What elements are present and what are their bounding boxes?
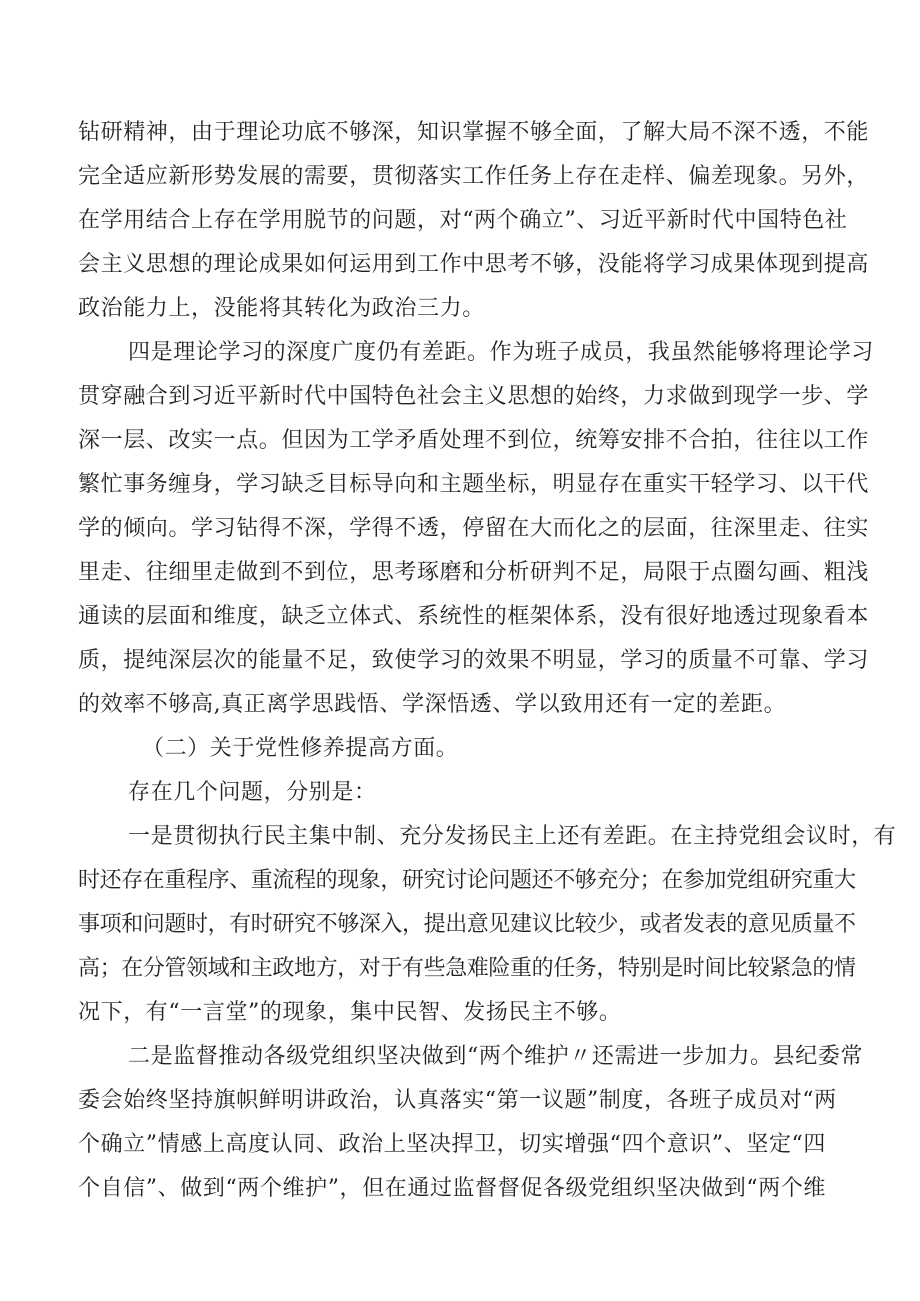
text-line: 委会始终坚持旗帜鲜明讲政治，认真落实“第一议题”制度，各班子成员对“两	[78, 1088, 837, 1113]
text-line: 会主义思想的理论成果如何运用到工作中思考不够，没能将学习成果体现到提高	[78, 252, 870, 277]
text-line: 通读的层面和维度，缺乏立体式、系统性的框架体系，没有很好地透过现象看本	[78, 604, 870, 629]
text-line: 政治能力上，没能将其转化为政治三力。	[78, 296, 485, 321]
text-line: 钻研精神，由于理论功底不够深，知识掌握不够全面，了解大局不深不透，不能	[78, 120, 870, 145]
text-line: 繁忙事务缠身，学习缺乏目标导向和主题坐标，明显存在重实干轻学习、以干代	[78, 472, 870, 497]
text-line: 时还存在重程序、重流程的现象，研究讨论问题还不够充分；在参加党组研究重大	[78, 868, 856, 893]
text-line: 高；在分管领域和主政地方，对于有些急难险重的任务，特别是时间比较紧急的情	[78, 956, 856, 981]
text-line: 完全适应新形势发展的需要，贯彻落实工作任务上存在走样、偏差现象。另外，	[78, 164, 870, 189]
text-line: 况下，有“一言堂”的现象，集中民智、发扬民主不够。	[78, 1000, 622, 1025]
text-line: 贯穿融合到习近平新时代中国特色社会主义思想的始终，力求做到现学一步、学	[78, 384, 870, 409]
text-line: 里走、往细里走做到不到位，思考琢磨和分析研判不足，局限于点圈勾画、粗浅	[78, 560, 870, 585]
text-line: 的效率不够高,真正离学思践悟、学深悟透、学以致用还有一定的差距。	[78, 692, 787, 717]
text-line: 学的倾向。学习钻得不深，学得不透，停留在大而化之的层面，往深里走、往实	[78, 516, 870, 541]
text-line: 个自信”、做到“两个维护”，但在通过监督督促各级党组织坚决做到“两个维	[78, 1176, 826, 1201]
section-heading: （二）关于党性修养提高方面。	[142, 736, 459, 761]
text-line: 深一层、改实一点。但因为工学矛盾处理不到位，统筹安排不合拍，往往以工作	[78, 428, 870, 453]
text-line: 一是贯彻执行民主集中制、充分发扬民主上还有差距。在主持党组会议时，有	[128, 824, 897, 849]
text-line: 事项和问题时，有时研究不够深入，提出意见建议比较少，或者发表的意见质量不	[78, 912, 856, 937]
text-line: 个确立”情感上高度认同、政治上坚决捍卫，切实增强“四个意识”、坚定“四	[78, 1132, 826, 1157]
text-line: 存在几个问题，分别是：	[128, 780, 377, 805]
text-line: 四是理论学习的深度广度仍有差距。作为班子成员，我虽然能够将理论学习	[128, 340, 874, 365]
text-line: 质，提纯深层次的能量不足，致使学习的效果不明显，学习的质量不可靠、学习	[78, 648, 870, 673]
text-line: 在学用结合上存在学用脱节的问题，对“两个确立”、习近平新时代中国特色社	[78, 208, 848, 233]
text-line: 二是监督推动各级党组织坚决做到“两个维护〃还需进一步加力。县纪委常	[128, 1044, 864, 1069]
